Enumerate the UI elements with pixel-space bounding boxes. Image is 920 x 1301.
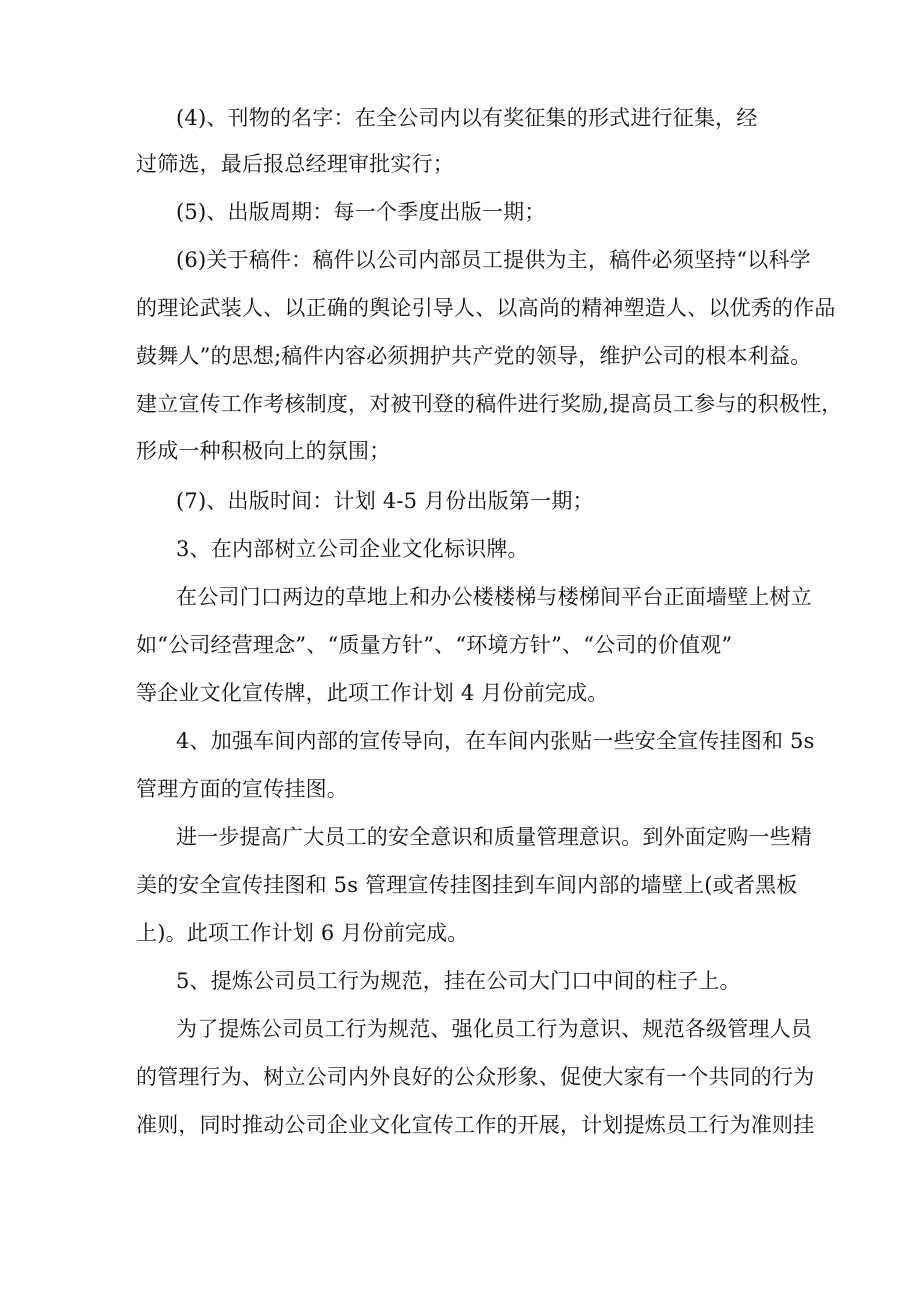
text-line: 的管理行为、树立公司内外良好的公众形象、促使大家有一个共同的行为 bbox=[136, 1065, 815, 1089]
text-line: 鼓舞人”的思想;稿件内容必须拥护共产党的领导，维护公司的根本利益。 bbox=[136, 344, 812, 368]
text-line: 等企业文化宣传牌，此项工作计划 4 月份前完成。 bbox=[136, 681, 609, 705]
text-line: 建立宣传工作考核制度，对被刊登的稿件进行奖励,提高员工参与的积极性， bbox=[136, 392, 843, 416]
text-line: 的理论武装人、以正确的舆论引导人、以高尚的精神塑造人、以优秀的作品 bbox=[136, 296, 836, 320]
text-line: 形成一种积极向上的氛围； bbox=[136, 439, 391, 463]
text-line: 过筛选，最后报总经理审批实行； bbox=[136, 152, 454, 176]
text-line: (5)、出版周期：每一个季度出版一期； bbox=[176, 200, 546, 224]
text-line: (7)、出版时间：计划 4-5 月份出版第一期； bbox=[176, 489, 594, 513]
text-line: 在公司门口两边的草地上和办公楼楼梯与楼梯间平台正面墙壁上树立 bbox=[176, 585, 812, 609]
text-line: (4)、刊物的名字：在全公司内以有奖征集的形式进行征集，经 bbox=[176, 106, 758, 130]
text-line: (6)关于稿件：稿件以公司内部员工提供为主，稿件必须坚持“以科学 bbox=[176, 248, 811, 272]
text-line: 为了提炼公司员工行为规范、强化员工行为意识、规范各级管理人员 bbox=[176, 1017, 812, 1041]
text-line: 准则，同时推动公司企业文化宣传工作的开展，计划提炼员工行为准则挂 bbox=[136, 1113, 815, 1137]
text-line: 如“公司经营理念”、“质量方针”、“环境方针”、“公司的价值观” bbox=[136, 633, 733, 657]
text-line: 上)。此项工作计划 6 月份前完成。 bbox=[136, 921, 469, 945]
text-line: 美的安全宣传挂图和 5s 管理宣传挂图挂到车间内部的墙壁上(或者黑板 bbox=[136, 873, 798, 897]
text-line: 3、在内部树立公司企业文化标识牌。 bbox=[176, 537, 529, 561]
text-line: 4、加强车间内部的宣传导向，在车间内张贴一些安全宣传挂图和 5s bbox=[176, 729, 815, 753]
text-line: 5、提炼公司员工行为规范，挂在公司大门口中间的柱子上。 bbox=[176, 969, 741, 993]
text-line: 进一步提高广大员工的安全意识和质量管理意识。到外面定购一些精 bbox=[176, 825, 812, 849]
text-line: 管理方面的宣传挂图。 bbox=[136, 777, 348, 801]
